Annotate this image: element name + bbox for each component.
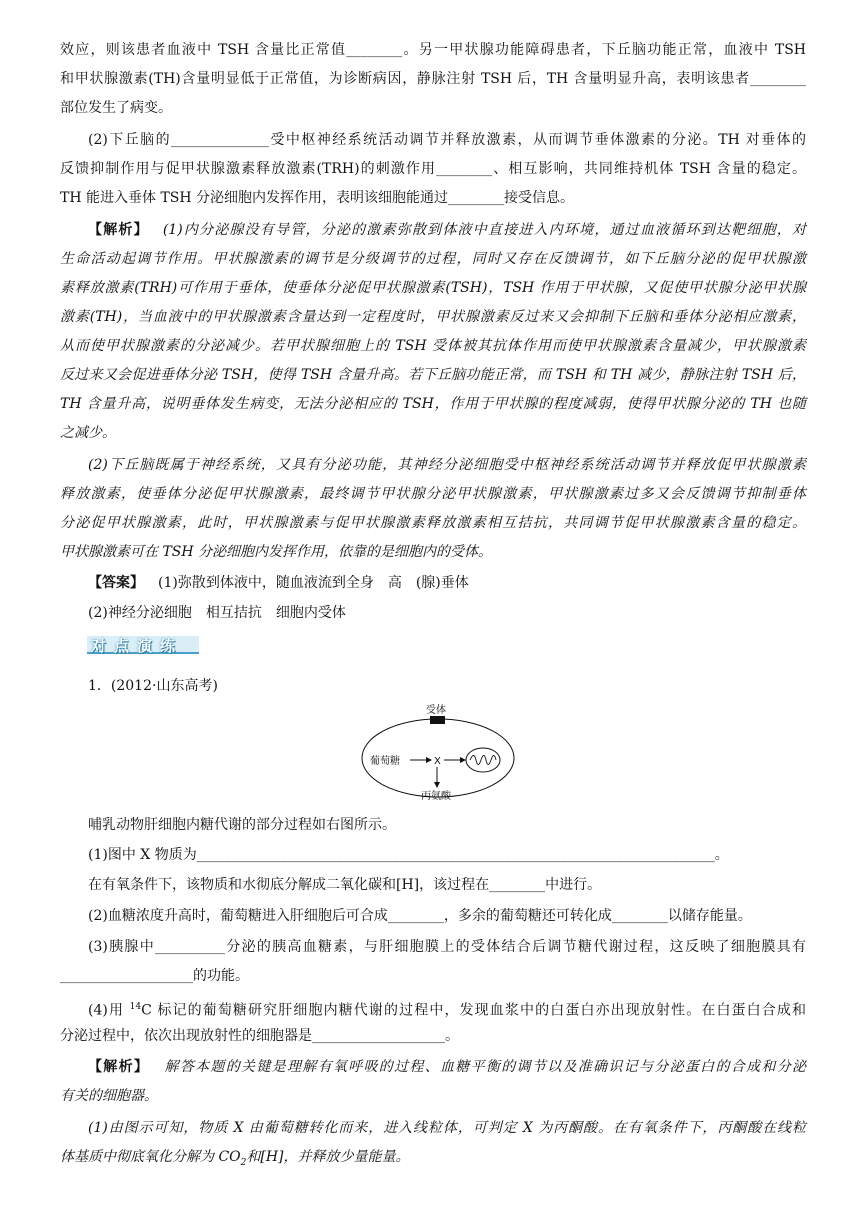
- analysis-line: 之减少。: [60, 425, 116, 441]
- answer-label: 【答案】: [88, 575, 144, 591]
- receptor-label: 受体: [426, 705, 446, 716]
- analysis-text: (1)内分泌腺没有导管，分泌的激素弥散到体液中直接进入内环境，通过血液循环到达靶细胞，对: [162, 222, 806, 238]
- x-label: X: [434, 756, 441, 767]
- text-segment: 和[H]，并释放少量能量。: [246, 1149, 410, 1165]
- analysis-text: 解答本题的关键是理解有氧呼吸的过程、血糖平衡的调节以及准确识记与分泌蛋白的合成和分泌: [163, 1059, 806, 1075]
- analysis-line: TH 含量升高，说明垂体发生病变，无法分泌相应的 TSH，作用于甲状腺的程度减弱，使得甲状腺分泌的 TH 也随: [60, 396, 806, 412]
- analysis-line: 有关的细胞器。: [60, 1088, 158, 1104]
- arrow-head: [426, 757, 432, 763]
- analysis-line: (1)由图示可知，物质 X 由葡萄糖转化而来，进入线粒体，可判定 X 为丙酮酸。在有氧条件下，丙酮酸在线粒: [88, 1120, 806, 1136]
- isotope-superscript: 14: [129, 1002, 142, 1012]
- text-line: (2)下丘脑的______________受中枢神经系统活动调节并释放激素，从而调节垂体激素的分泌。TH 对垂体的: [88, 132, 806, 148]
- text-line: 在有氧条件下，该物质和水彻底分解成二氧化碳和[H]，该过程在________中进行。: [88, 877, 602, 893]
- section-banner: [87, 636, 207, 656]
- analysis-line: 激素(TH)，当血液中的甲状腺激素含量达到一定程度时，甲状腺激素反过来又会抑制下丘脑和垂体分泌相应激素，: [60, 309, 806, 325]
- analysis-line: [88, 220, 806, 242]
- text-segment: C 标记的葡萄糖研究肝细胞内糖代谢的过程中，发现血浆中的白蛋白亦出现放射性。在白蛋白合成和: [141, 1002, 806, 1019]
- answer-item: (2)神经分泌细胞: [88, 605, 192, 621]
- cell-metabolism-diagram: [358, 702, 518, 802]
- analysis-label: 【解析】: [88, 222, 149, 238]
- text-line: 哺乳动物肝细胞内糖代谢的部分过程如右图所示。: [88, 817, 396, 833]
- text-segment: 体基质中彻底氧化分解为 CO: [60, 1149, 241, 1165]
- analysis-line: [88, 1057, 806, 1079]
- analysis-line: 素释放激素(TRH)可作用于垂体，使垂体分泌促甲状腺激素(TSH)，TSH 作用于甲状腺，又促使甲状腺分泌甲状腺: [60, 280, 806, 296]
- analysis-line: 分泌促甲状腺激素，此时，甲状腺激素与促甲状腺激素释放激素相互拮抗，共同调节促甲状腺激素含量的稳定。: [60, 515, 806, 531]
- section-banner-label: 对点演练: [91, 637, 184, 655]
- answer-line: [88, 573, 806, 595]
- text-segment: (4)用: [88, 1002, 130, 1019]
- text-line: 和甲状腺激素(TH)含量明显低于正常值，为诊断病因，静脉注射 TSH 后，TH 含量明显升高，表明该患者________: [60, 71, 806, 87]
- mitochondrion-icon: [466, 748, 500, 772]
- analysis-line: 甲状腺激素可在 TSH 分泌细胞内发挥作用，依靠的是细胞内的受体。: [60, 544, 493, 560]
- arrow-head: [434, 782, 440, 788]
- text-line: (3)胰腺中__________分泌的胰高血糖素，与肝细胞膜上的受体结合后调节糖代谢过程，这反映了细胞膜具有: [88, 939, 806, 955]
- analysis-line: 释放激素，使垂体分泌促甲状腺激素，最终调节甲状腺分泌甲状腺激素，甲状腺激素过多又会反馈调节抑制垂体: [60, 486, 806, 502]
- answer-line: [88, 603, 806, 625]
- analysis-line: 从而使甲状腺激素的分泌减少。若甲状腺细胞上的 TSH 受体被其抗体作用而使甲状腺激素含量减少，甲状腺激素: [60, 338, 806, 354]
- text-line: 效应，则该患者血液中 TSH 含量比正常值________。另一甲状腺功能障碍患者，下丘脑功能正常，血液中 TSH: [60, 42, 806, 58]
- text-line: (2)血糖浓度升高时，葡萄糖进入肝细胞后可合成________，多余的葡萄糖还可转化成________以储存能量。: [88, 908, 752, 924]
- answer-item: 相互拮抗: [205, 605, 262, 621]
- analysis-line: 反过来又会促进垂体分泌 TSH，使得 TSH 含量升高。若下丘脑功能正常，而 TSH 和 TH 减少，静脉注射 TSH 后，: [60, 367, 806, 383]
- analysis-line: (2)下丘脑既属于神经系统，又具有分泌功能，其神经分泌细胞受中枢神经系统活动调节并释放促甲状腺激素: [88, 457, 806, 473]
- text-line: (1)图中 X 物质为__________________________________________________________________________。: [88, 847, 729, 863]
- answer-item: 细胞内受体: [275, 605, 346, 621]
- subscript: 2: [240, 1157, 247, 1168]
- answer-item: (1)弥散到体液中，随血液流到全身: [158, 575, 374, 591]
- answer-item: 高: [387, 575, 402, 591]
- question-title: 1．(2012·山东高考): [88, 678, 218, 694]
- text-line: TH 能进入垂体 TSH 分泌细胞内发挥作用，表明该细胞能通过________接受信息。: [60, 190, 575, 206]
- text-line: [88, 997, 806, 1019]
- arrow-head: [460, 757, 466, 763]
- analysis-line: [60, 1147, 806, 1169]
- receptor-mark: [430, 716, 445, 724]
- answer-item: (腺)垂体: [415, 575, 469, 591]
- text-line: 反馈抑制作用与促甲状腺激素释放激素(TRH)的刺激作用________、相互影响，共同维持机体 TSH 含量的稳定。: [60, 161, 806, 177]
- text-line: 分泌过程中，依次出现放射性的细胞器是___________________。: [60, 1028, 459, 1044]
- text-line: ___________________的功能。: [60, 968, 249, 984]
- analysis-label: 【解析】: [88, 1059, 150, 1075]
- glucose-label: 葡萄糖: [370, 756, 400, 767]
- alanine-label: 丙氨酸: [421, 791, 451, 802]
- text-line: 部位发生了病变。: [60, 100, 172, 116]
- analysis-line: 生命活动起调节作用。甲状腺激素的调节是分级调节的过程，同时又存在反馈调节，如下丘脑分泌的促甲状腺激: [60, 251, 806, 267]
